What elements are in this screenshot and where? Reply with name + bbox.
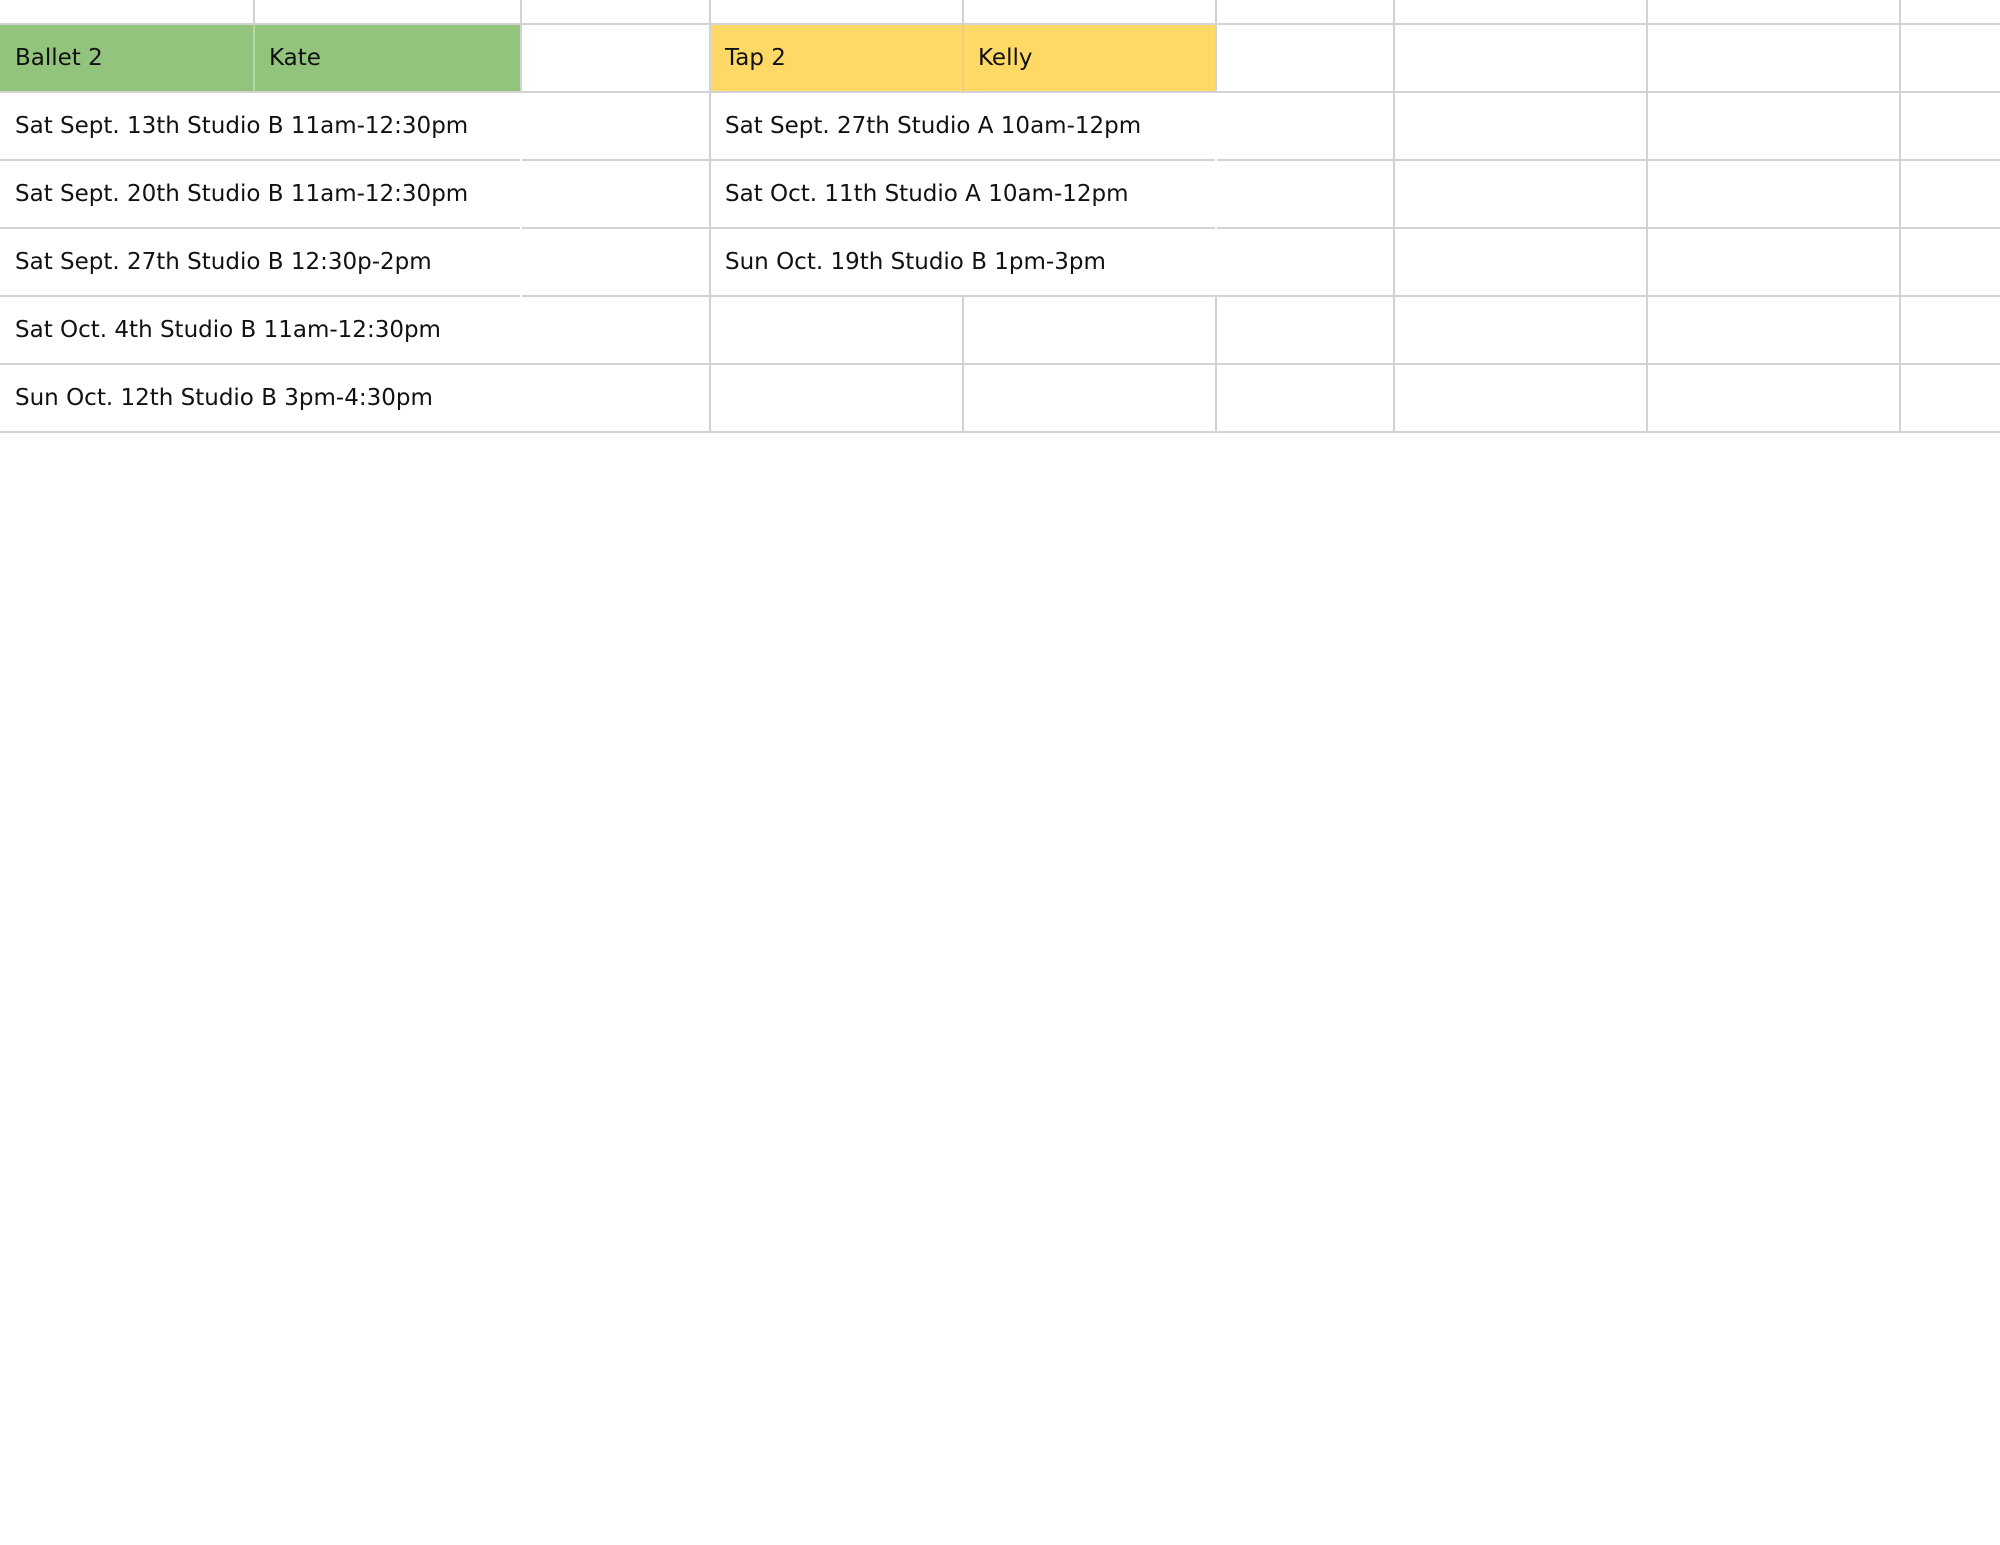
ballet-session-cell[interactable]: Sat Sept. 20th Studio B 11am-12:30pm [15, 181, 469, 207]
col-line [1646, 0, 1648, 432]
tap-session-cell[interactable]: Sat Oct. 11th Studio A 10am-12pm [725, 181, 1129, 207]
col-line [962, 0, 964, 24]
ballet-class-name[interactable]: Ballet 2 [15, 45, 103, 71]
col-line [1215, 0, 1217, 24]
col-line [1393, 0, 1395, 432]
col-line [709, 0, 711, 24]
spreadsheet-grid [0, 0, 2000, 433]
col-line [1215, 296, 1217, 432]
ballet-session-cell[interactable]: Sun Oct. 12th Studio B 3pm-4:30pm [15, 385, 433, 411]
col-line [962, 296, 964, 432]
ballet-teacher[interactable]: Kate [269, 45, 321, 71]
col-line [709, 296, 711, 432]
ballet-session-cell[interactable]: Sat Sept. 27th Studio B 12:30p-2pm [15, 249, 432, 275]
tap-teacher[interactable]: Kelly [978, 45, 1033, 71]
col-line [1215, 24, 1217, 92]
col-line [1899, 0, 1901, 432]
tap-class-name[interactable]: Tap 2 [725, 45, 786, 71]
ballet-session-cell[interactable]: Sat Oct. 4th Studio B 11am-12:30pm [15, 317, 441, 343]
tap-session-cell[interactable]: Sat Sept. 27th Studio A 10am-12pm [725, 113, 1142, 139]
col-line [520, 24, 522, 92]
ballet-session-cell[interactable]: Sat Sept. 13th Studio B 11am-12:30pm [15, 113, 469, 139]
tap-session-cell[interactable]: Sun Oct. 19th Studio B 1pm-3pm [725, 249, 1106, 275]
col-line [253, 0, 255, 24]
col-line [520, 0, 522, 24]
